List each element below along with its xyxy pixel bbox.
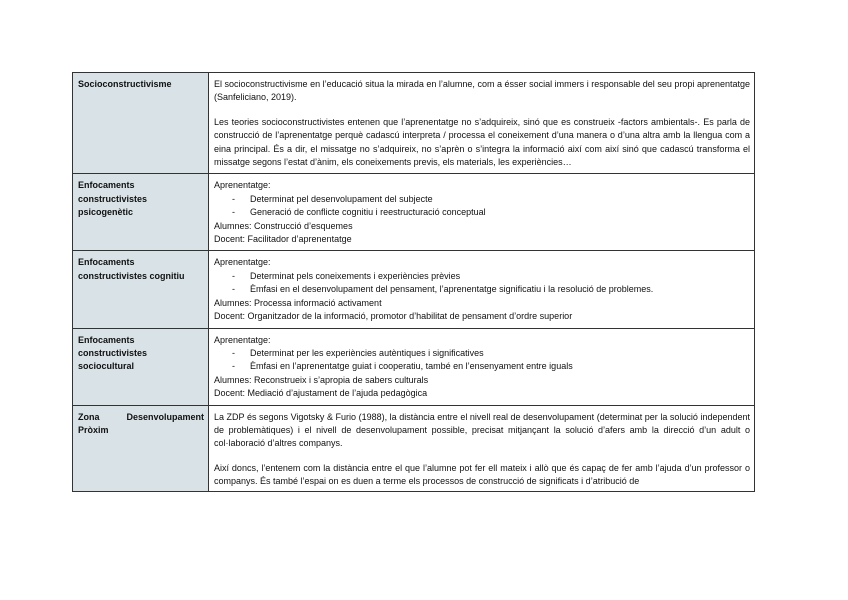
teacher-line: Docent: Facilitador d’aprenentatge bbox=[214, 234, 352, 245]
dash-icon: - bbox=[232, 270, 235, 281]
paragraph: La ZDP és segons Vigotsky & Furio (1988), la distància entre el nivell real de desenvolupament (determinat per la solució independent de problemàtiques) i el nivell de desenvolupament possible, precisat mitjançant la solució d’afers amb la direcció d’un adult o col·laboració d’altres companys. bbox=[214, 411, 750, 449]
term-cell: Zona Desenvolupament Pròxim bbox=[73, 405, 209, 491]
table-row bbox=[73, 174, 755, 251]
list-item: - Èmfasi en el desenvolupament del pensament, l’aprenentatge significatiu i la resolució de problemes. bbox=[232, 283, 750, 296]
heading-line: Aprenentatge: bbox=[214, 257, 271, 268]
table-row bbox=[73, 405, 755, 491]
list-item: - Generació de conflicte cognitiu i reestructuració conceptual bbox=[232, 206, 750, 219]
term-cell: Enfocaments constructivistes cognitiu bbox=[73, 251, 209, 328]
table-row bbox=[73, 328, 755, 405]
bullet-list bbox=[214, 193, 750, 220]
description-cell bbox=[209, 174, 755, 251]
table-row bbox=[73, 73, 755, 174]
term-cell: Enfocaments constructivistes psicogenètic bbox=[73, 174, 209, 251]
description-cell bbox=[209, 405, 755, 491]
description-cell bbox=[209, 328, 755, 405]
teacher-line: Docent: Organitzador de la informació, promotor d’habilitat de pensament d’ordre superior bbox=[214, 311, 573, 322]
dash-icon: - bbox=[232, 207, 235, 218]
bullet-list bbox=[214, 270, 750, 297]
list-item: - Determinat pels coneixements i experiències prèvies bbox=[232, 270, 750, 283]
students-line: Alumnes: Construcció d’esquemes bbox=[214, 220, 353, 231]
heading-line: Aprenentatge: bbox=[214, 334, 271, 345]
description-cell bbox=[209, 73, 755, 174]
table-row bbox=[73, 251, 755, 328]
list-item: - Determinat per les experiències autèntiques i significatives bbox=[232, 347, 750, 360]
concepts-table bbox=[72, 72, 755, 492]
paragraph: Les teories socioconstructivistes entenen que l’aprenentatge no s’adquireix, sinó que es construeix -factors ambientals-. Es parla de construcció de l’aprenentatge perquè cadascú interpreta / processa el coneixement d’una manera o d’una altra amb la llengua com a eina principal. És a dir, el missatge no s’adquireix, no s’aprèn o s’integra la informació així com així sinó que cadascú transforma el missatge segons l’estat d’ànim, els coneixements previs, els materials, les experiències… bbox=[214, 116, 750, 168]
list-item: - Determinat pel desenvolupament del subjecte bbox=[232, 193, 750, 206]
paragraph: Així doncs, l’entenem com la distància entre el que l’alumne pot fer ell mateix i allò que és capaç de fer amb l’ajuda d’un professor o companys. És també l’espai on es duen a terme els processos de construcció de significats i d’atribució de bbox=[214, 462, 750, 487]
dash-icon: - bbox=[232, 284, 235, 295]
teacher-line: Docent: Mediació d’ajustament de l’ajuda pedagògica bbox=[214, 388, 428, 399]
description-cell bbox=[209, 251, 755, 328]
bullet-list bbox=[214, 347, 750, 374]
dash-icon: - bbox=[232, 347, 235, 358]
list-item: - Èmfasi en l’aprenentatge guiat i cooperatiu, també en l’ensenyament entre iguals bbox=[232, 360, 750, 373]
dash-icon: - bbox=[232, 193, 235, 204]
students-line: Alumnes: Processa informació activament bbox=[214, 297, 382, 308]
heading-line: Aprenentatge: bbox=[214, 180, 271, 191]
students-line: Alumnes: Reconstrueix i s’apropia de sabers culturals bbox=[214, 374, 429, 385]
paragraph: El socioconstructivisme en l’educació situa la mirada en l’alumne, com a ésser social immers i responsable del seu propi aprenentatge (Sanfeliciano, 2019). bbox=[214, 79, 750, 103]
term-cell: Enfocaments constructivistes sociocultural bbox=[73, 328, 209, 405]
dash-icon: - bbox=[232, 361, 235, 372]
term-cell: Socioconstructivisme bbox=[73, 73, 209, 174]
